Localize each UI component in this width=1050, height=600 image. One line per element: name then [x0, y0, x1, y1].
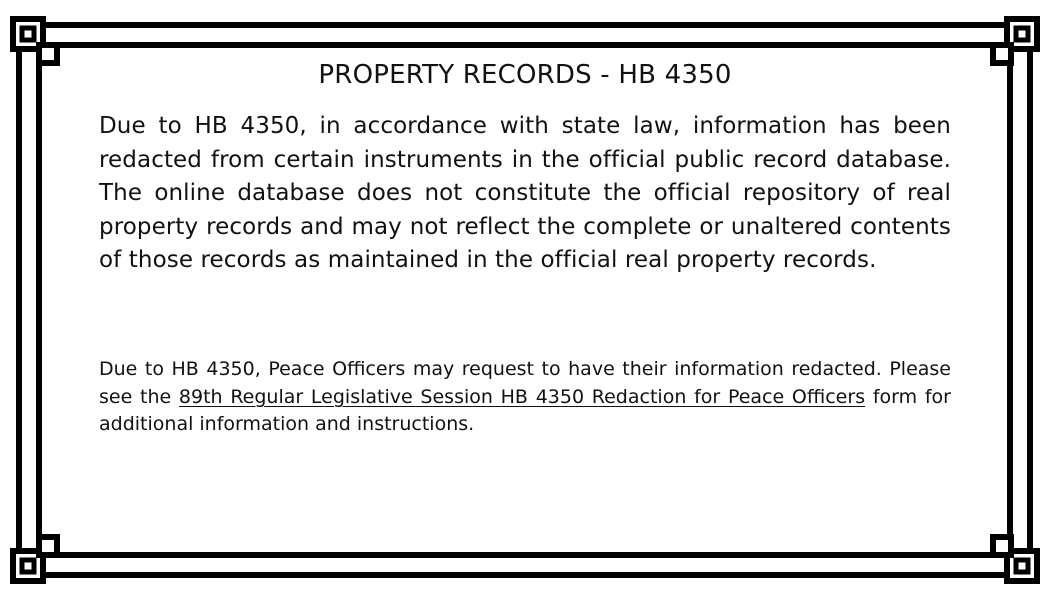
- redaction-form-link[interactable]: 89th Regular Legislative Session HB 4350 Redaction for Peace Officers: [178, 385, 866, 408]
- secondary-outro-text: form for additional information and instructions.: [99, 385, 951, 435]
- border-outer-line: [19, 25, 1030, 575]
- notice-title: PROPERTY RECORDS - HB 4350: [318, 60, 732, 90]
- notice-secondary-paragraph: [99, 356, 951, 439]
- secondary-intro-text: Due to HB 4350, Peace Officers may request to have their information redacted. Please see the: [99, 358, 951, 408]
- notice-main-paragraph: Due to HB 4350, in accordance with state law, information has been redacted from certain instruments in the official public record database. The online database does not constitute the official repository of real property records and may not reflect the complete or unaltered contents of those records as maintained in the official real property records.: [99, 113, 951, 274]
